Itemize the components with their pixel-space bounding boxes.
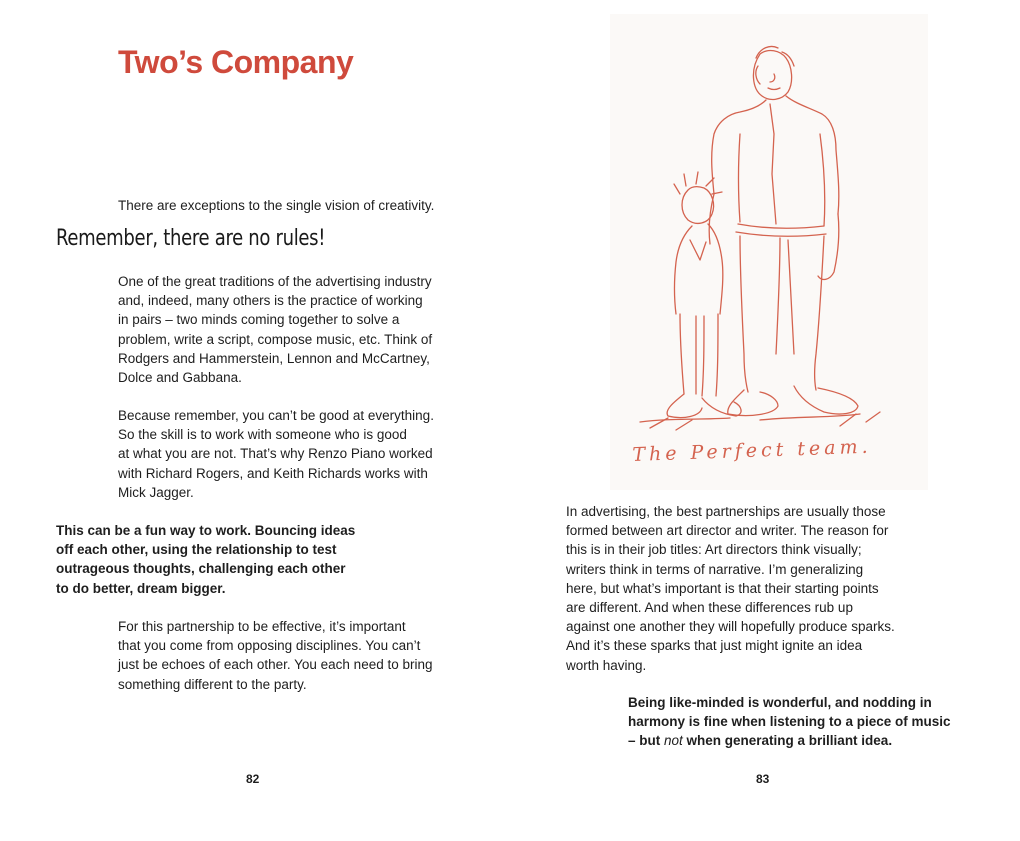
page-title: Two’s Company (118, 44, 354, 80)
body-paragraph: For this partnership to be effective, it’s important that you come from opposing disciplines. You can’t just be echoes of each other. You each need to bring something different to the party. (118, 619, 433, 692)
pull-quote-text: when generating a brilliant idea. (682, 733, 893, 749)
page-number: 83 (756, 772, 770, 786)
body-paragraph: In advertising, the best partnerships are usually those formed between art director and writer. The reason for this is in their job titles: Art directors think visually; writers think in terms of narrative. I’m generalizing here, but what’s important is that their starting points are different. And when these differences rub up against one another they will hopefully produce sparks. And it’s these sparks that just might ignite an idea worth having. (566, 504, 895, 673)
illustration (610, 14, 928, 490)
pull-quote-emphasis: not (664, 733, 683, 749)
section-heading: Remember, there are no rules! (56, 226, 326, 251)
illustration-caption: The Perfect team. (632, 435, 872, 466)
body-paragraph: One of the great traditions of the advertising industry and, indeed, many others is the practice of working in pairs – two minds coming together to solve a problem, write a script, compose music, etc. Think of Rodgers and Hammerstein, Lennon and McCartney, Dolce and Gabbana. (118, 274, 433, 386)
bold-paragraph: This can be a fun way to work. Bouncing ideas off each other, using the relationship to test outrageous thoughts, challenging each other to do better, dream bigger. (56, 523, 356, 596)
page-number: 82 (246, 772, 260, 786)
body-paragraph: Because remember, you can’t be good at everything. So the skill is to work with someone who is good at what you are not. That’s why Renzo Piano worked with Richard Rogers, and Keith Richards works with Mick Jagger. (118, 408, 434, 500)
intro-text: There are exceptions to the single vision of creativity. (118, 198, 435, 213)
pull-quote (628, 693, 973, 751)
right-page (510, 0, 1020, 841)
pull-quote-text: Being like-minded is wonderful, and nodding in harmony is fine when listening to a piece of music – but (628, 695, 951, 749)
sketch-tall-man-and-small-boy-icon (610, 14, 928, 444)
